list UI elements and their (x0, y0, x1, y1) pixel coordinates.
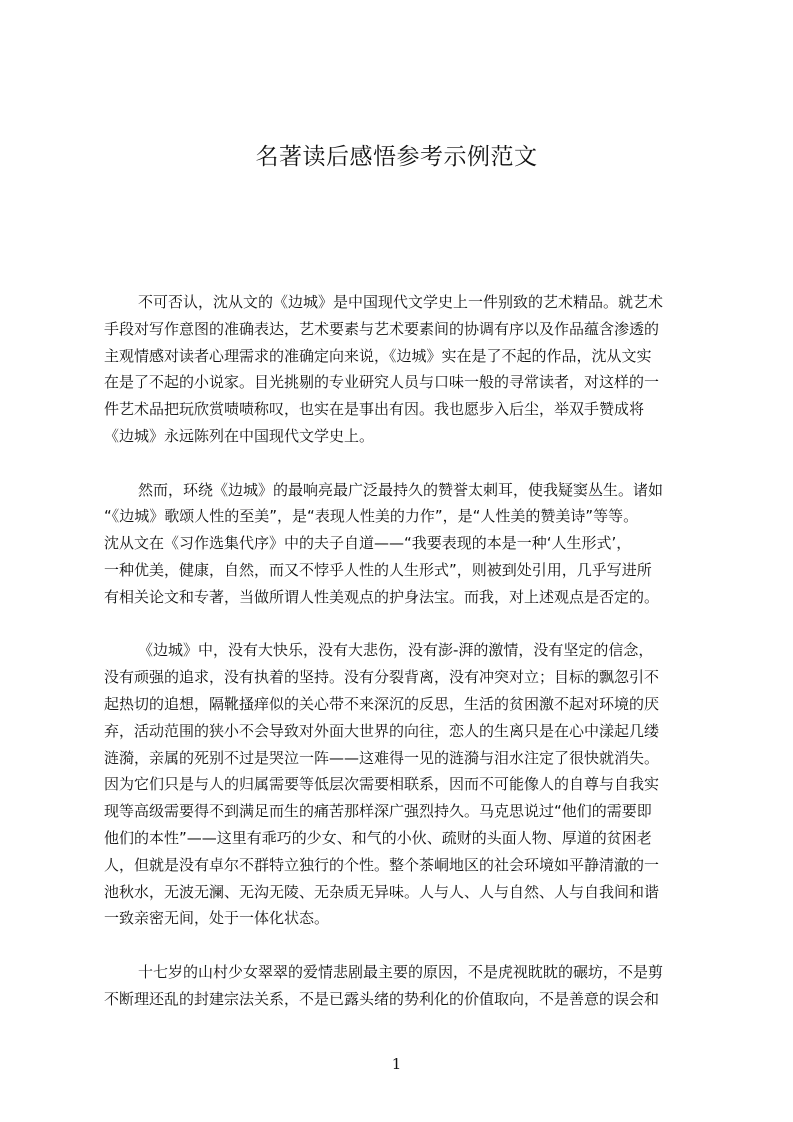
paragraph-gap (104, 611, 700, 638)
text-line: 没有顽强的追求，没有执着的坚持。没有分裂背离，没有冲突对立；目标的飘忽引不 (104, 668, 660, 687)
text-line: 不断理还乱的封建宗法关系，不是已露头绪的势利化的价值取向，不是善意的误会和 (104, 989, 660, 1008)
paragraph (104, 959, 700, 1013)
text-line: 手段对写作意图的准确表达，艺术要素与艺术要素间的协调有序以及作品蕴含渗透的 (104, 319, 660, 338)
page-number: 1 (391, 1055, 402, 1073)
text-line: 他们的本性”——这里有乖巧的少女、和气的小伙、疏财的头面人物、厚道的贫困老 (104, 828, 652, 847)
paragraph (104, 477, 700, 611)
text-line: 有相关论文和专著，当做所谓人性美观点的护身法宝。而我，对上述观点是否定的。 (104, 587, 660, 606)
text-line: 十七岁的山村少女翠翠的爱情悲剧最主要的原因，不是虎视眈眈的碾坊，不是剪 (138, 962, 664, 981)
text-line: 涟漪，亲属的死别不过是哭泣一阵——这难得一见的涟漪与泪水注定了很快就消失。 (104, 748, 660, 767)
text-line: 池秋水，无波无澜、无沟无陵、无杂质无异味。人与人、人与自然、人与自我间和谐 (104, 882, 660, 901)
paragraph-gap (104, 932, 700, 959)
text-line: 一致亲密无间，处于一体化状态。 (104, 909, 330, 928)
text-line: 主观情感对读者心理需求的准确定向来说，《边城》实在是了不起的作品，沈从文实 (104, 346, 652, 365)
text-line: 因为它们只是与人的归属需要等低层次需要相联系，因而不可能像人的自尊与自我实 (104, 775, 660, 794)
paragraph-gap (104, 450, 700, 477)
text-line: 然而，环绕《边城》的最响亮最广泛最持久的赞誉太刺耳，使我疑窦丛生。诸如 (138, 480, 664, 499)
document-title: 名著读后感悟参考示例范文 (255, 144, 538, 170)
text-line: 弃，活动范围的狭小不会导致对外面大世界的向往，恋人的生离只是在心中漾起几缕 (104, 721, 660, 740)
text-line: 《边城》永远陈列在中国现代文学史上。 (104, 426, 375, 445)
paragraph (104, 289, 700, 450)
text-line: 件艺术品把玩欣赏啧啧称叹，也实在是事出有因。我也愿步入后尘，举双手赞成将 (104, 400, 645, 419)
document-body (104, 289, 700, 1013)
text-line: “《边城》歌颂人性的至美”，是“表现人性美的力作”，是“人性美的赞美诗”等等。 (104, 507, 639, 526)
text-line: 现等高级需要得不到满足而生的痛苦那样深广强烈持久。马克思说过“他们的需要即 (104, 802, 652, 821)
text-line: 起热切的追想，隔靴搔痒似的关心带不来深沉的反思，生活的贫困激不起对环境的厌 (104, 694, 660, 713)
text-line: 在是了不起的小说家。目光挑剔的专业研究人员与口味一般的寻常读者，对这样的一 (104, 373, 660, 392)
text-line: 一种优美，健康，自然，而又不悖乎人性的人生形式”，则被到处引用，几乎写进所 (104, 560, 652, 579)
paragraph (104, 637, 700, 932)
text-line: 不可否认，沈从文的《边城》是中国现代文学史上一件别致的艺术精品。就艺术 (138, 293, 664, 311)
text-line: 人，但就是没有卓尔不群特立独行的个性。整个茶峒地区的社会环境如平静清澈的一 (104, 855, 660, 874)
text-line: 沈从文在《习作选集代序》中的夫子自道——“我要表现的本是一种‘人生形式’， (104, 534, 632, 553)
text-line: 《边城》中，没有大快乐，没有大悲伤，没有澎-湃的激情，没有坚定的信念， (138, 641, 654, 660)
